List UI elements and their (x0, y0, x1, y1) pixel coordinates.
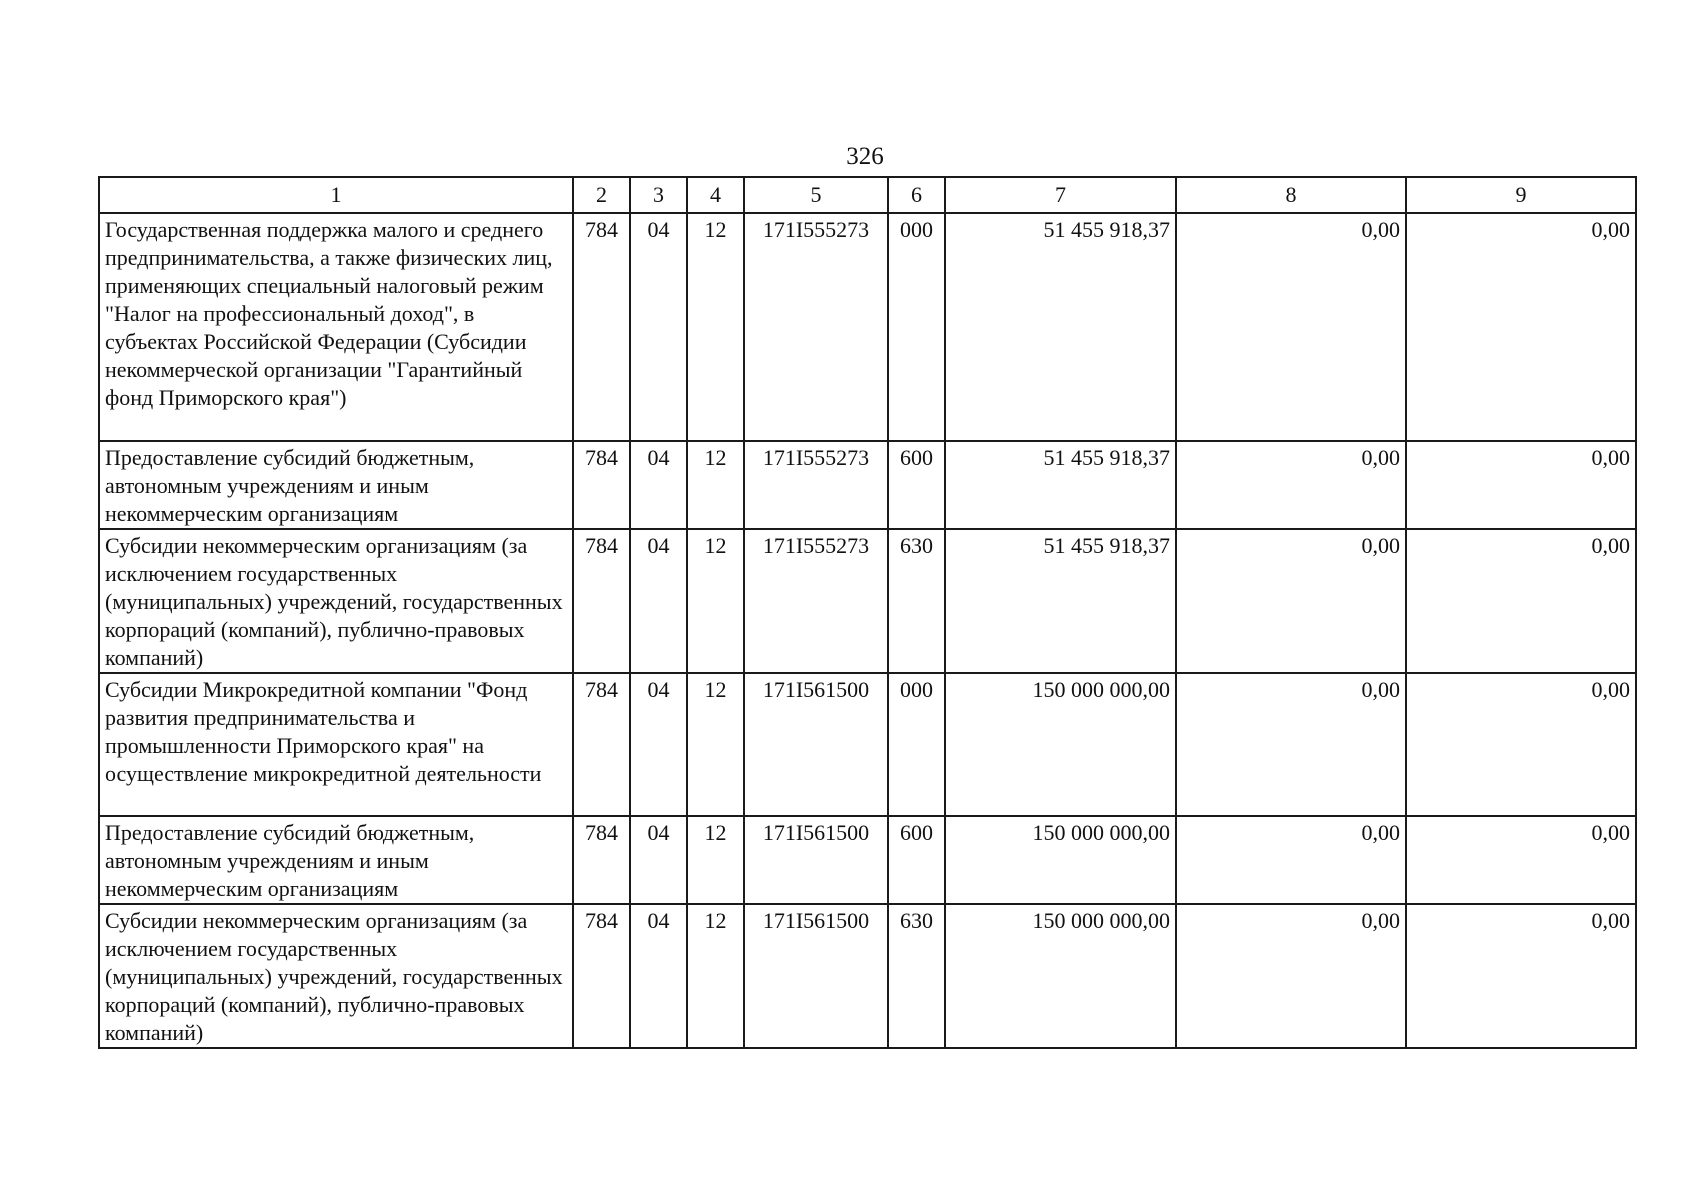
target-article-code: 171I555273 (744, 529, 888, 673)
amount-col8: 0,00 (1176, 673, 1406, 816)
target-article-code: 171I561500 (744, 673, 888, 816)
table-row (99, 441, 1636, 529)
amount-col7: 51 455 918,37 (945, 441, 1176, 529)
subsection-code: 12 (687, 904, 744, 1048)
target-article-code: 171I561500 (744, 904, 888, 1048)
target-article-code: 171I561500 (744, 816, 888, 904)
target-article-code: 171I555273 (744, 441, 888, 529)
column-header: 2 (573, 177, 630, 213)
amount-col8: 0,00 (1176, 816, 1406, 904)
expense-type-code: 000 (888, 213, 945, 441)
chapter-code: 784 (573, 529, 630, 673)
chapter-code: 784 (573, 904, 630, 1048)
row-name: Государственная поддержка малого и среднего предпринимательства, а также физических лиц, применяющих специальный налоговый режим "Налог на профессиональный доход", в субъектах Российской Федерации (Субсидии некоммерческой организации "Гарантийный фонд Приморского края") (99, 213, 573, 441)
column-header: 6 (888, 177, 945, 213)
expense-type-code: 630 (888, 529, 945, 673)
subsection-code: 12 (687, 529, 744, 673)
expense-type-code: 600 (888, 441, 945, 529)
chapter-code: 784 (573, 213, 630, 441)
section-code: 04 (630, 441, 687, 529)
page-number: 326 (846, 143, 884, 170)
target-article-code: 171I555273 (744, 213, 888, 441)
expense-type-code: 630 (888, 904, 945, 1048)
row-name: Предоставление субсидий бюджетным, автономным учреждениям и иным некоммерческим организациям (99, 441, 573, 529)
amount-col8: 0,00 (1176, 213, 1406, 441)
column-header: 1 (99, 177, 573, 213)
amount-col7: 150 000 000,00 (945, 816, 1176, 904)
column-header: 4 (687, 177, 744, 213)
column-header: 3 (630, 177, 687, 213)
subsection-code: 12 (687, 213, 744, 441)
chapter-code: 784 (573, 441, 630, 529)
amount-col8: 0,00 (1176, 529, 1406, 673)
column-header: 5 (744, 177, 888, 213)
budget-table (98, 176, 1637, 1049)
amount-col9: 0,00 (1406, 441, 1636, 529)
amount-col9: 0,00 (1406, 816, 1636, 904)
chapter-code: 784 (573, 673, 630, 816)
amount-col9: 0,00 (1406, 529, 1636, 673)
amount-col9: 0,00 (1406, 213, 1636, 441)
row-name: Субсидии Микрокредитной компании "Фонд развития предпринимательства и промышленности Приморского края" на осуществление микрокредитной деятельности (99, 673, 573, 816)
amount-col7: 150 000 000,00 (945, 904, 1176, 1048)
subsection-code: 12 (687, 673, 744, 816)
section-code: 04 (630, 904, 687, 1048)
expense-type-code: 600 (888, 816, 945, 904)
amount-col9: 0,00 (1406, 673, 1636, 816)
amount-col7: 150 000 000,00 (945, 673, 1176, 816)
amount-col8: 0,00 (1176, 904, 1406, 1048)
table-row (99, 904, 1636, 1048)
amount-col7: 51 455 918,37 (945, 529, 1176, 673)
row-name: Субсидии некоммерческим организациям (за исключением государственных (муниципальных) учреждений, государственных корпораций (компаний), публично-правовых компаний) (99, 529, 573, 673)
amount-col7: 51 455 918,37 (945, 213, 1176, 441)
column-header: 7 (945, 177, 1176, 213)
row-name: Субсидии некоммерческим организациям (за исключением государственных (муниципальных) учреждений, государственных корпораций (компаний), публично-правовых компаний) (99, 904, 573, 1048)
subsection-code: 12 (687, 441, 744, 529)
section-code: 04 (630, 213, 687, 441)
table-row (99, 673, 1636, 816)
amount-col9: 0,00 (1406, 904, 1636, 1048)
column-header: 8 (1176, 177, 1406, 213)
amount-col8: 0,00 (1176, 441, 1406, 529)
expense-type-code: 000 (888, 673, 945, 816)
table-row (99, 213, 1636, 441)
table-row (99, 529, 1636, 673)
section-code: 04 (630, 529, 687, 673)
table-header-row (99, 177, 1636, 213)
table-row (99, 816, 1636, 904)
row-name: Предоставление субсидий бюджетным, автономным учреждениям и иным некоммерческим организациям (99, 816, 573, 904)
column-header: 9 (1406, 177, 1636, 213)
section-code: 04 (630, 673, 687, 816)
subsection-code: 12 (687, 816, 744, 904)
chapter-code: 784 (573, 816, 630, 904)
section-code: 04 (630, 816, 687, 904)
